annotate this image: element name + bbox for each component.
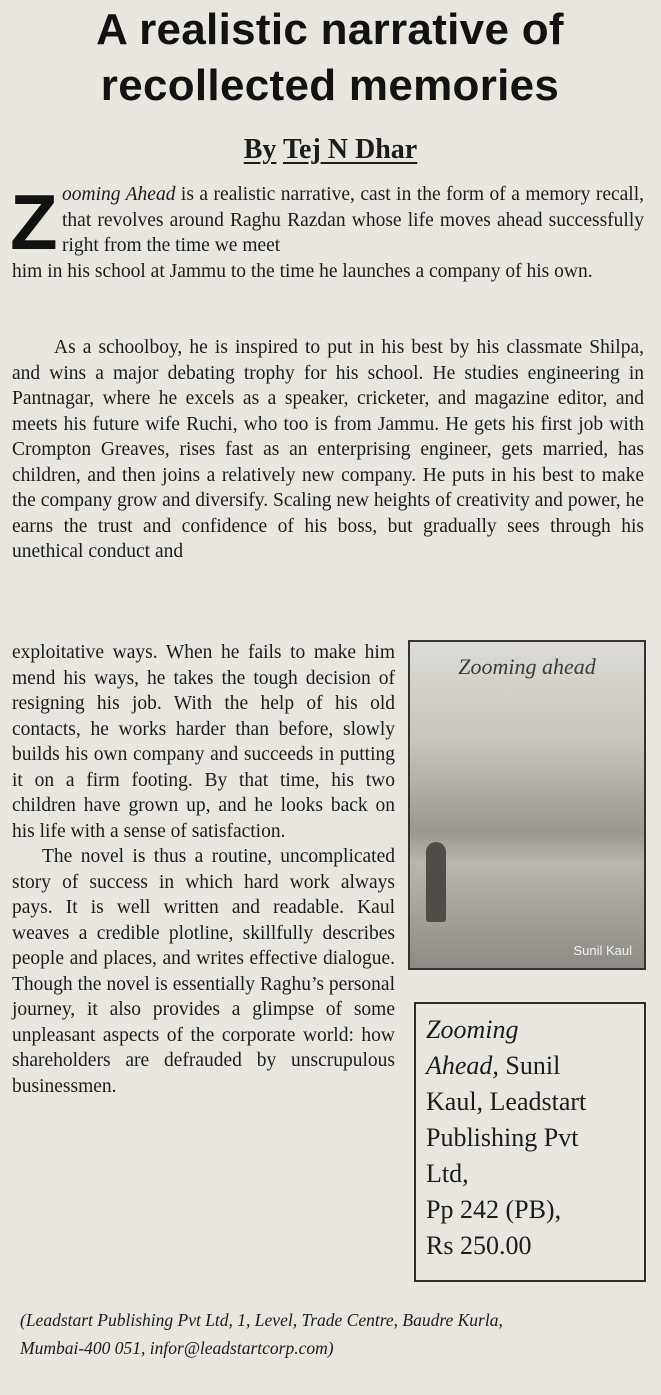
book-info-box bbox=[414, 1002, 646, 1282]
footer-line-2: Mumbai-400 051, infor@leadstartcorp.com) bbox=[20, 1338, 334, 1358]
paragraph-3: The novel is thus a routine, uncomplicated story of success in which hard work always pays. It is well written and readable. Kaul weaves a credible plotline, skillfully describes people and places, and writes effective dialogue. Though the novel is essentially Raghu’s personal journey, it also provides a glimpse of some unpleasant aspects of the corporate world: how shareholders are defrauded by unscrupulous businessmen. bbox=[12, 846, 395, 1097]
headline bbox=[10, 2, 650, 114]
info-title-2: Ahead, bbox=[426, 1051, 499, 1080]
paragraph-1-text: is a realistic narrative, cast in the form of a memory recall, that revolves around Raghu Razdan whose life moves ahead successfully right from the time we meet bbox=[62, 184, 644, 256]
headline-line-1: A realistic narrative of bbox=[96, 5, 564, 54]
book-cover-image bbox=[408, 640, 646, 970]
paragraph-1-intro bbox=[62, 182, 644, 259]
publisher-footer bbox=[20, 1306, 650, 1362]
paragraph-1-continued: him in his school at Jammu to the time he launches a company of his own. bbox=[12, 261, 593, 282]
paragraph-2-continued: exploitative ways. When he fails to make him mend his ways, he takes the tough decision of resigning his job. With the help of his old contacts, he works harder than before, slowly builds his own company and succeeds in putting it on a firm footing. By that time, his two children have grown up, and he looks back on his life with a sense of satisfaction. bbox=[12, 642, 395, 842]
info-pages: Pp 242 (PB), bbox=[426, 1195, 562, 1224]
info-author-publisher: Kaul, Leadstart bbox=[426, 1087, 587, 1116]
info-author-1: Sunil bbox=[505, 1051, 561, 1080]
byline-prefix: By bbox=[243, 134, 277, 165]
byline bbox=[0, 130, 661, 170]
info-title: Zooming bbox=[426, 1015, 519, 1044]
headline-line-2: recollected memories bbox=[100, 61, 560, 110]
left-column bbox=[12, 640, 395, 1099]
cover-walking-figure bbox=[426, 842, 446, 922]
drop-cap: Z bbox=[10, 178, 58, 266]
byline-author: Tej N Dhar bbox=[282, 134, 418, 165]
info-publisher: Publishing Pvt bbox=[426, 1123, 579, 1152]
book-title-inline: ooming Ahead bbox=[62, 184, 176, 205]
info-title-author-line bbox=[426, 1048, 634, 1084]
paragraph-2: As a schoolboy, he is inspired to put in his best by his classmate Shilpa, and wins a major debating trophy for his school. He studies engineering in Pantnagar, where he excels as a speaker, cricketer, and magazine editor, and meets his future wife Ruchi, who too is from Jammu. He gets his first job with Crompton Greaves, rises fast as an enterprising engineer, gets married, has children, and then joins a relatively new company. He puts in his best to make the company grow and diversify. Scaling new heights of creativity and power, he earns the trust and confidence of his boss, but gradually sees through his unethical conduct and bbox=[12, 337, 644, 562]
cover-title: Zooming ahead bbox=[458, 654, 596, 679]
cover-author: Sunil Kaul bbox=[573, 943, 632, 958]
info-publisher-2: Ltd, bbox=[426, 1159, 469, 1188]
footer-line-1: (Leadstart Publishing Pvt Ltd, 1, Level, Trade Centre, Baudre Kurla, bbox=[20, 1310, 503, 1330]
info-price: Rs 250.00 bbox=[426, 1231, 532, 1260]
